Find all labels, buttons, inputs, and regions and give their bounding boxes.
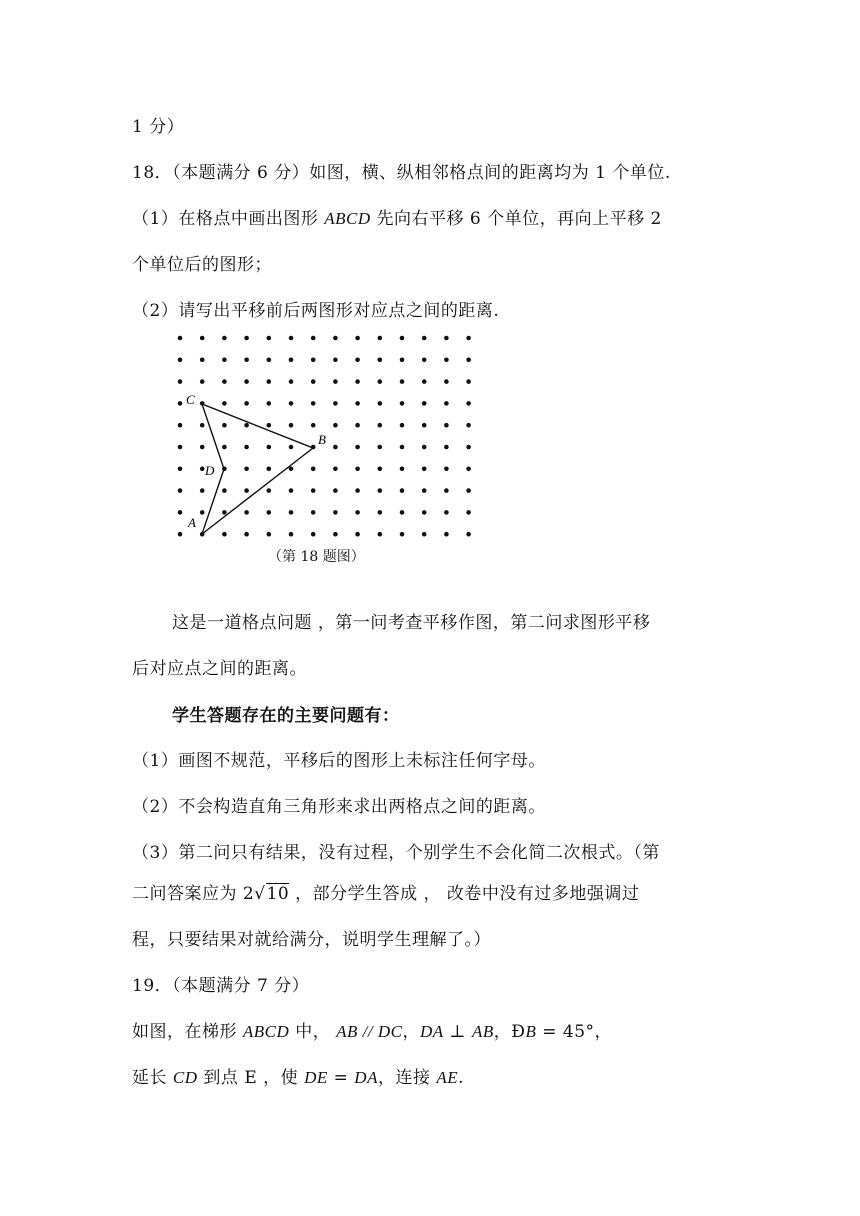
grid-dot [444, 532, 449, 537]
grid-dot [267, 379, 272, 384]
text-segment: ，连接 [377, 1068, 437, 1088]
grid-dot [178, 467, 183, 472]
grid-dot [178, 532, 183, 537]
text-segment: 如图，在梯形 [132, 1022, 243, 1042]
text-segment: 中， [289, 1022, 337, 1042]
grid-dot [378, 532, 383, 537]
math: // [357, 1022, 378, 1041]
grid-dot [267, 510, 272, 515]
grid-dot [333, 445, 338, 450]
grid-dot [289, 510, 294, 515]
label-d: D [205, 463, 215, 478]
problem-19-line-2 [132, 1067, 464, 1089]
grid-dot [333, 532, 338, 537]
label-c: C [186, 392, 195, 407]
grid-dot [378, 401, 383, 406]
grid-dot [244, 336, 249, 341]
grid-dot [289, 401, 294, 406]
math: AB [471, 1022, 494, 1041]
grid-dot [200, 488, 205, 493]
grid-dot [267, 401, 272, 406]
grid-dot [222, 379, 227, 384]
grid-dot [244, 467, 249, 472]
grid-dot [311, 467, 316, 472]
grid-dot [400, 488, 405, 493]
grid-dot [466, 467, 471, 472]
grid-dot [400, 401, 405, 406]
grid-dot [200, 445, 205, 450]
grid-dot [311, 401, 316, 406]
grid-dot [267, 488, 272, 493]
grid-dot [178, 379, 183, 384]
problem-18-part-2: （2）请写出平移前后两图形对应点之间的距离. [132, 301, 500, 321]
problem-19-header: 19．（本题满分 7 分） [132, 976, 310, 996]
grid-dot [444, 467, 449, 472]
grid-dot [378, 510, 383, 515]
grid-dot [222, 532, 227, 537]
grid-dot [422, 510, 427, 515]
grid-dot [466, 445, 471, 450]
grid-dot [355, 423, 360, 428]
grid-dot [355, 510, 360, 515]
math: DC [377, 1022, 403, 1041]
grid-dot [400, 336, 405, 341]
math: DA [354, 1068, 378, 1087]
grid-dot [178, 445, 183, 450]
grid-dot [422, 379, 427, 384]
grid-dot [178, 510, 183, 515]
grid-dot [444, 358, 449, 363]
math: B [525, 1022, 537, 1041]
math: ABCD [242, 1022, 290, 1041]
grid-dot [244, 445, 249, 450]
grid-dot [355, 358, 360, 363]
problem-19-line-1 [132, 1021, 612, 1043]
grid-dot [200, 336, 205, 341]
text-segment: 延长 [132, 1068, 173, 1088]
grid-dot [422, 401, 427, 406]
grid-dot [333, 401, 338, 406]
grid-dot [244, 510, 249, 515]
grid-dot [378, 467, 383, 472]
grid-dot [311, 379, 316, 384]
analysis-line-2: 后对应点之间的距离。 [132, 659, 307, 679]
problem-item-3: （3）第二问只有结果，没有过程，个别学生不会化简二次根式。（第 [132, 843, 660, 863]
math-abcd: ABCD [324, 209, 371, 228]
grid-dot [267, 336, 272, 341]
grid-dot [333, 488, 338, 493]
math: ⊥ [443, 1022, 472, 1042]
grid-dot [244, 358, 249, 363]
grid-dot [355, 379, 360, 384]
grid-dot [422, 358, 427, 363]
grid-dot [222, 488, 227, 493]
grid-dot [400, 510, 405, 515]
grid-dot [466, 358, 471, 363]
line-1: 1 分） [132, 117, 185, 137]
grid-dot [289, 488, 294, 493]
grid-dot [400, 445, 405, 450]
grid-dot [400, 467, 405, 472]
grid-dot [355, 532, 360, 537]
text-segment: 到点 E ，使 [197, 1068, 305, 1088]
grid-dot [222, 423, 227, 428]
text-segment: 二问答案应为 [132, 884, 243, 904]
grid-dot [355, 336, 360, 341]
text-segment: ， [402, 1022, 420, 1042]
problem-item-1: （1）画图不规范，平移后的图形上未标注任何字母。 [132, 751, 546, 771]
grid-dot [400, 358, 405, 363]
grid-dot [222, 336, 227, 341]
grid-dot [289, 532, 294, 537]
grid-dot [267, 445, 272, 450]
grid-dot [333, 379, 338, 384]
grid-dot [378, 379, 383, 384]
math: DE [304, 1068, 328, 1087]
grid-dot [311, 336, 316, 341]
grid-dot [244, 488, 249, 493]
grid-dot [466, 510, 471, 515]
grid-dot [267, 423, 272, 428]
figure-caption: （第 18 题图） [268, 549, 365, 565]
grid-dot [311, 358, 316, 363]
grid-dot [178, 401, 183, 406]
grid-dot [222, 358, 227, 363]
grid-dot [422, 488, 427, 493]
grid-dot [200, 510, 205, 515]
grid-dot [444, 423, 449, 428]
math: CD [172, 1068, 198, 1087]
grid-dot [378, 358, 383, 363]
grid-dot [333, 510, 338, 515]
text-segment: 先向右平移 6 个单位，再向上平移 2 [370, 209, 662, 229]
grid-dot [311, 423, 316, 428]
grid-dot [378, 423, 383, 428]
grid-dot [422, 532, 427, 537]
math: AB [336, 1022, 358, 1041]
problem-18-part-1 [132, 208, 662, 230]
grid-dot [200, 379, 205, 384]
grid-dot [400, 532, 405, 537]
analysis-line-1: 这是一道格点问题 ，第一问考查平移作图，第二问求图形平移 [172, 613, 651, 633]
grid-dot [333, 467, 338, 472]
grid-dot [178, 423, 183, 428]
grid-dot [178, 336, 183, 341]
grid-dot [400, 379, 405, 384]
grid-dot [289, 358, 294, 363]
grid-dot [267, 358, 272, 363]
grid-dot [378, 336, 383, 341]
grid-dot [444, 488, 449, 493]
grid-dot [289, 423, 294, 428]
grid-dot [422, 336, 427, 341]
grid-dot [444, 336, 449, 341]
grid-dot [178, 358, 183, 363]
problem-item-3-end: 程，只要结果对就给满分，说明学生理解了。） [132, 930, 491, 950]
text-segment: （1）在格点中画出图形 [132, 209, 325, 229]
grid-dot [311, 510, 316, 515]
grid-dot [311, 488, 316, 493]
grid-dot [378, 445, 383, 450]
grid-dot [444, 510, 449, 515]
grid-dot [311, 532, 316, 537]
label-b: B [318, 432, 326, 447]
grid-dot [289, 467, 294, 472]
problem-item-2: （2）不会构造直角三角形来求出两格点之间的距离。 [132, 797, 546, 817]
grid-dot [378, 488, 383, 493]
grid-dot [289, 379, 294, 384]
text-segment: = 45°， [536, 1022, 613, 1042]
grid-dot [222, 401, 227, 406]
grid-dot [355, 445, 360, 450]
math: = [327, 1068, 355, 1088]
grid-dot [200, 423, 205, 428]
sqrt-icon: √ [254, 884, 266, 904]
sqrt-expression [243, 883, 289, 905]
problem-18-header: 18．（本题满分 6 分）如图，横、纵相邻格点间的距离均为 1 个单位. [132, 163, 671, 183]
grid-dot [267, 532, 272, 537]
label-a: A [188, 515, 196, 530]
math: AE [436, 1068, 459, 1087]
grid-dot [444, 379, 449, 384]
math: DA [419, 1022, 444, 1041]
grid-dot [466, 401, 471, 406]
grid-dot [422, 423, 427, 428]
grid-dot [466, 336, 471, 341]
grid-dot [244, 532, 249, 537]
grid-dot [200, 358, 205, 363]
grid-dot [355, 467, 360, 472]
grid-dot [333, 358, 338, 363]
grid-dot [178, 488, 183, 493]
grid-dot [422, 467, 427, 472]
problems-heading: 学生答题存在的主要问题有： [172, 706, 400, 726]
text-segment: . [458, 1068, 465, 1088]
text-segment: ，部分学生答成 ， 改卷中没有过多地强调过 [289, 884, 640, 904]
grid-dot [289, 445, 294, 450]
grid-dot [466, 423, 471, 428]
grid-dot [244, 401, 249, 406]
sqrt-radicand: 10 [266, 884, 290, 904]
grid-dot [466, 379, 471, 384]
quadrilateral-abcd [202, 404, 313, 534]
grid-figure [168, 330, 488, 542]
grid-dot [289, 336, 294, 341]
grid-dot [333, 423, 338, 428]
problem-item-3-cont [132, 883, 639, 905]
grid-dot [200, 467, 205, 472]
grid-dot [244, 423, 249, 428]
grid-dot [222, 445, 227, 450]
grid-dot [444, 445, 449, 450]
grid-dot [267, 467, 272, 472]
grid-dot [222, 510, 227, 515]
grid-dot [333, 336, 338, 341]
grid-dot [466, 532, 471, 537]
grid-dot [444, 401, 449, 406]
problem-18-part-1-cont: 个单位后的图形； [132, 255, 272, 275]
sqrt-coefficient: 2 [242, 884, 255, 904]
grid-dot [244, 379, 249, 384]
grid-dot [422, 445, 427, 450]
grid-dot [466, 488, 471, 493]
grid-dot [355, 488, 360, 493]
text-segment: ，Ð [493, 1022, 526, 1042]
grid-dot [400, 423, 405, 428]
grid-dot [355, 401, 360, 406]
